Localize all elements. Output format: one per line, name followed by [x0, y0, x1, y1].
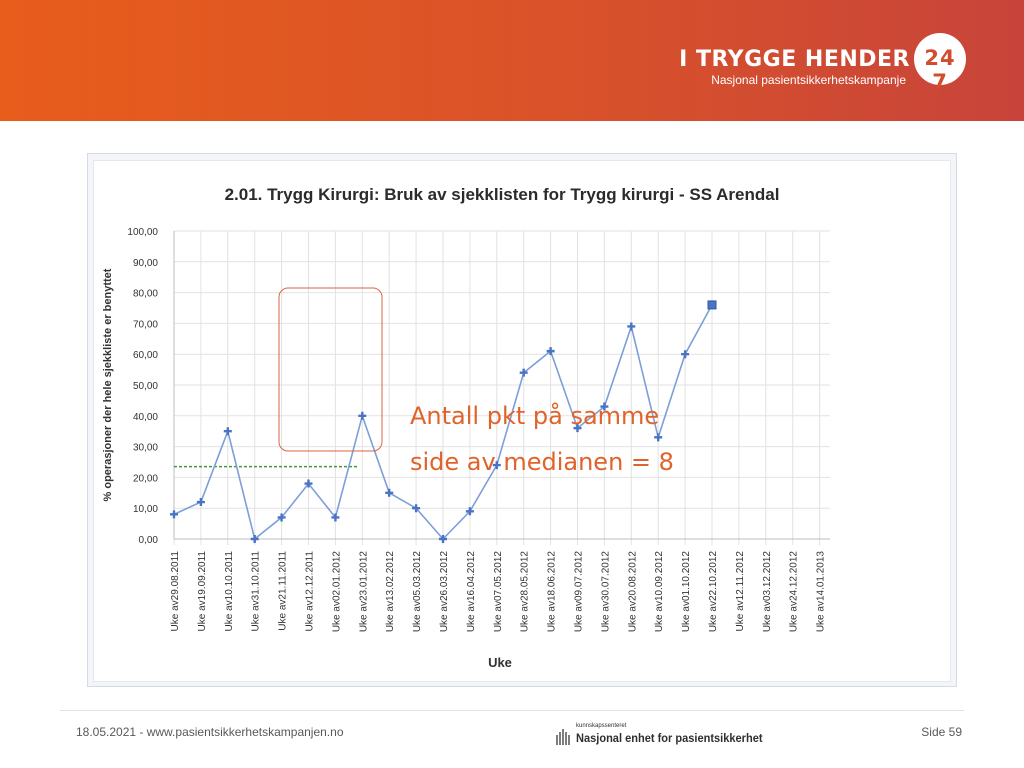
x-axis-label: Uke	[488, 655, 512, 670]
y-tick-label: 60,00	[132, 350, 158, 362]
annotation-line-2: side av medianen = 8	[410, 448, 674, 476]
data-point	[358, 412, 366, 420]
data-point	[224, 427, 232, 435]
x-tick-label: Uke av07.05.2012	[492, 551, 504, 633]
x-tick-label: Uke av03.12.2012	[761, 551, 773, 633]
y-tick-label: 80,00	[132, 288, 158, 300]
logo-bars-icon	[556, 729, 572, 745]
y-tick-label: 90,00	[132, 257, 158, 269]
brand-mark-text: 24 7	[924, 46, 956, 94]
x-tick-label: Uke av14.01.2013	[815, 551, 827, 633]
x-tick-label: Uke av31.10.2011	[250, 551, 262, 632]
y-axis-label: % operasjoner der hele sjekkliste er benyttet	[102, 268, 114, 502]
y-tick-label: 70,00	[132, 319, 158, 331]
x-tick-label: Uke av28.05.2012	[519, 551, 531, 633]
logo-small-text: kunnskapssenteret	[576, 723, 627, 729]
y-tick-label: 10,00	[132, 504, 158, 516]
logo-main-text: Nasjonal enhet for pasientsikkerhet	[576, 731, 763, 745]
x-tick-label: Uke av26.03.2012	[439, 551, 450, 633]
x-tick-label: Uke av10.09.2012	[654, 551, 666, 633]
x-tick-label: Uke av12.12.2011	[304, 551, 316, 632]
y-tick-label: 50,00	[132, 381, 158, 392]
x-tick-label: Uke av16.04.2012	[465, 551, 477, 633]
brand-subtitle: Nasjonal pasientsikkerhetskampanje	[711, 73, 906, 87]
x-tick-label: Uke av23.01.2012	[358, 551, 370, 633]
x-tick-label: Uke av18.06.2012	[546, 551, 558, 633]
y-tick-label: 30,00	[132, 442, 158, 454]
data-point	[170, 510, 178, 518]
x-tick-label: Uke av12.11.2012	[734, 551, 746, 632]
x-tick-label: Uke av02.01.2012	[331, 551, 343, 633]
x-tick-label: Uke av29.08.2011	[170, 551, 181, 632]
chart-title: 2.01. Trygg Kirurgi: Bruk av sjekklisten for Trygg kirurgi - SS Arendal	[224, 185, 780, 204]
data-point-latest	[708, 301, 716, 309]
data-point	[197, 498, 205, 506]
y-tick-label: 40,00	[132, 411, 158, 423]
x-tick-label: Uke av01.10.2012	[681, 551, 693, 633]
x-tick-label: Uke av20.08.2012	[627, 551, 639, 633]
x-tick-label: Uke av24.12.2012	[788, 551, 800, 633]
footer-date-url: 18.05.2021 - www.pasientsikkerhetskampanjen.no	[76, 725, 344, 739]
data-point	[681, 350, 689, 358]
annotation-line-1: Antall pkt på samme	[410, 402, 660, 430]
y-tick-label: 100,00	[127, 227, 158, 238]
x-tick-label: Uke av21.11.2011	[277, 551, 289, 631]
y-tick-label: 20,00	[132, 473, 158, 485]
page-number: Side 59	[921, 725, 962, 739]
x-tick-label: Uke av30.07.2012	[600, 551, 612, 633]
x-tick-label: Uke av05.03.2012	[412, 551, 424, 633]
x-tick-label: Uke av10.10.2011	[223, 551, 235, 632]
x-tick-label: Uke av13.02.2012	[385, 551, 397, 633]
y-tick-label: 0,00	[138, 535, 158, 546]
data-point	[654, 433, 662, 441]
x-tick-label: Uke av09.07.2012	[573, 551, 585, 633]
brand-title: I TRYGGE HENDER	[679, 47, 910, 72]
footer-divider	[60, 710, 964, 711]
x-tick-label: Uke av22.10.2012	[708, 551, 719, 633]
x-tick-label: Uke av19.09.2011	[196, 551, 208, 632]
data-point	[385, 489, 393, 497]
